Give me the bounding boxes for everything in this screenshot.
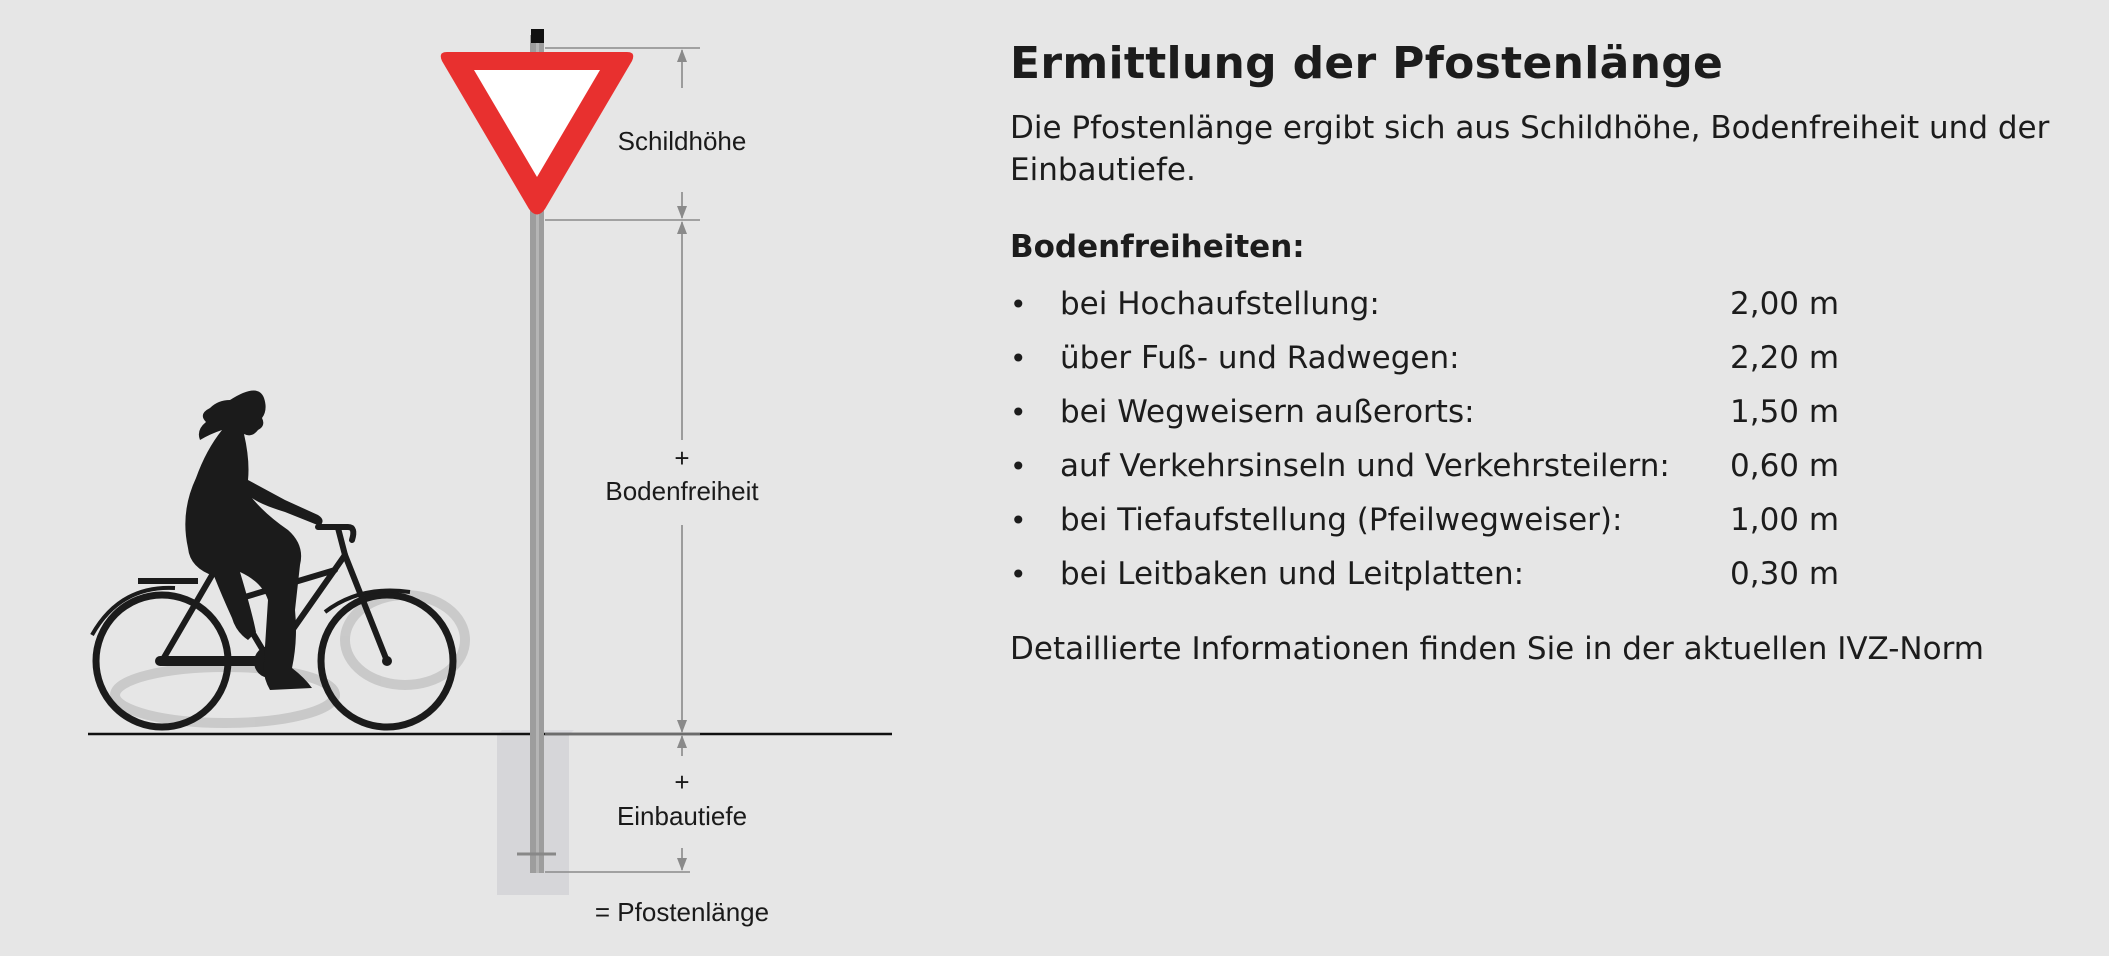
- bullet: •: [1010, 503, 1027, 537]
- list-item: [1010, 277, 2090, 331]
- post-length-diagram: [0, 0, 960, 956]
- bullet: •: [1010, 449, 1027, 483]
- clearance-label: bei Tiefaufstellung (Pfeilwegweiser):: [1060, 502, 1623, 538]
- clearance-label: bei Leitbaken und Leitplatten:: [1060, 556, 1525, 592]
- label-pfostenlaenge: = Pfostenlänge: [594, 897, 770, 927]
- clearance-value: 0,60 m: [1730, 448, 1840, 484]
- clearance-value: 1,00 m: [1730, 502, 1840, 538]
- list-item: [1010, 547, 2090, 601]
- label-einbautiefe: Einbautiefe: [616, 801, 748, 831]
- list-item: [1010, 439, 2090, 493]
- bullet: •: [1010, 395, 1027, 429]
- clearance-label: auf Verkehrsinseln und Verkehrsteilern:: [1060, 448, 1670, 484]
- clearance-value: 2,00 m: [1730, 286, 1840, 322]
- label-plus-bodenfreiheit: +: [674, 443, 690, 473]
- footer-note: Detaillierte Informationen finden Sie in der aktuellen IVZ-Norm: [1010, 631, 1984, 667]
- clearance-value: 1,50 m: [1730, 394, 1840, 430]
- label-schildhoehe: Schildhöhe: [617, 126, 747, 156]
- intro-text: Die Pfostenlänge ergibt sich aus Schildhöhe, Bodenfreiheit und der Einbautiefe.: [1010, 110, 2050, 188]
- clearances-heading: Bodenfreiheiten:: [1010, 229, 1305, 265]
- list-item: [1010, 331, 2090, 385]
- clearance-label: über Fuß- und Radwegen:: [1060, 340, 1460, 376]
- bullet: •: [1010, 287, 1027, 321]
- list-item: [1010, 385, 2090, 439]
- clearance-label: bei Hochaufstellung:: [1060, 286, 1380, 322]
- clearance-label: bei Wegweisern außerorts:: [1060, 394, 1475, 430]
- bullet: •: [1010, 557, 1027, 591]
- bullet: •: [1010, 341, 1027, 375]
- clearance-value: 2,20 m: [1730, 340, 1840, 376]
- label-bodenfreiheit: Bodenfreiheit: [605, 476, 759, 506]
- clearance-value: 0,30 m: [1730, 556, 1840, 592]
- page-title: Ermittlung der Pfostenlänge: [1010, 38, 1724, 89]
- list-item: [1010, 493, 2090, 547]
- explanation-panel: [1010, 38, 2090, 667]
- cyclist-icon: [92, 390, 465, 727]
- clearance-list: [1010, 277, 2090, 601]
- label-plus-einbautiefe: +: [674, 767, 690, 797]
- yield-sign-icon: [441, 52, 633, 215]
